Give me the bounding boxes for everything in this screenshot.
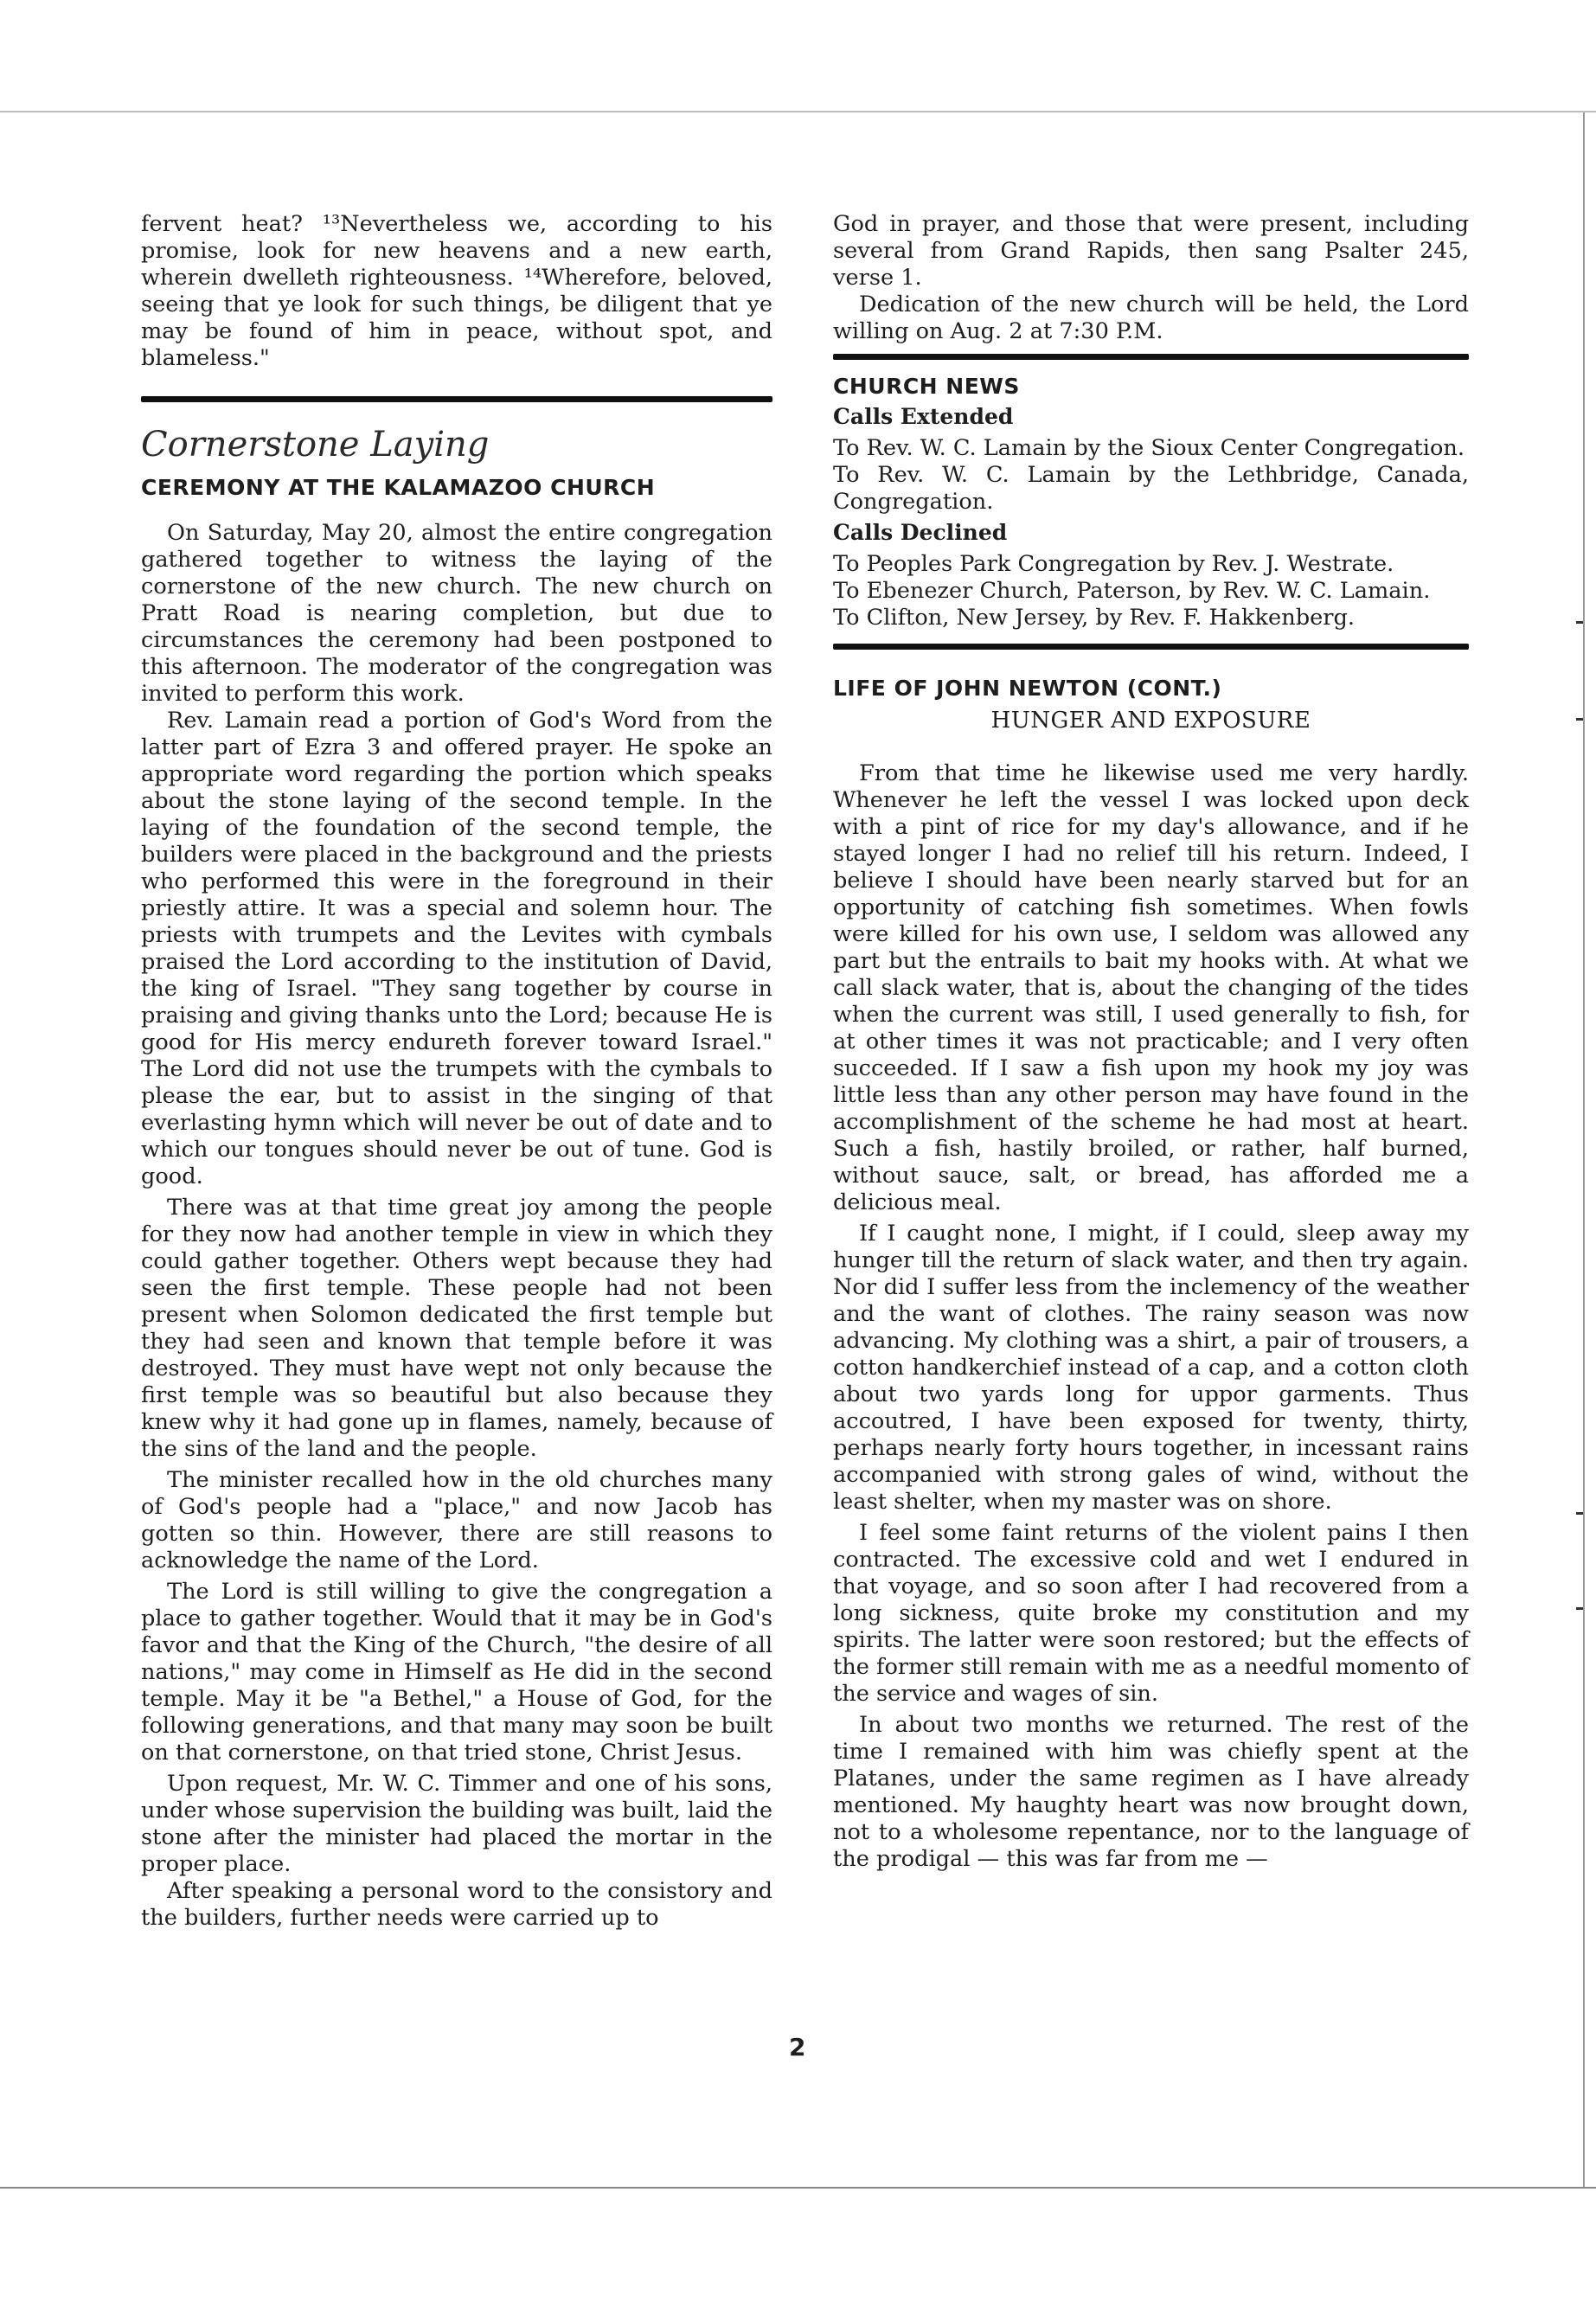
call-declined-item: To Peoples Park Congregation by Rev. J. Westrate. [833, 551, 1394, 577]
margin-mark [1576, 1512, 1583, 1515]
newton-paragraph: From that time he likewise used me very hardly. Whenever he left the vessel I was locked upon deck with a pint of rice for my day's allowance, and if he stayed longer I had no relief till his return. Indeed, I believe I should have been nearly starved but for an opportunity of catching fish sometimes. When fowls were killed for his own use, I seldom was allowed any part but the entrails to bait my hooks with. At what we call slack water, that is, about the changing of the tides when the current was still, I used generally to fish, for at other times it was not practicable; and I very often succeeded. If I saw a fish upon my hook my joy was little less than any other person may have found in the accomplishment of the scheme he had most at heart. Such a fish, hastily broiled, or rather, half burned, without sauce, salt, or bread, has afforded me a delicious meal. [833, 760, 1469, 1215]
article-paragraph: The minister recalled how in the old churches many of God's people had a "place," and now Jacob has gotten so thin. However, there are still reasons to acknowledge the name of the Lord. [141, 1467, 772, 1574]
call-declined-item: To Ebenezer Church, Paterson, by Rev. W. C. Lamain. [833, 578, 1431, 604]
article-paragraph: Upon request, Mr. W. C. Timmer and one of his sons, under whose supervision the building was built, laid the stone after the minister had placed the mortar in the proper place. [141, 1771, 772, 1877]
calls-extended-label: Calls Extended [833, 404, 1014, 429]
article-paragraph: After speaking a personal word to the consistory and the builders, further needs were carried up to [141, 1878, 772, 1931]
scan-edge-bottom [0, 2187, 1596, 2189]
article-paragraph: On Saturday, May 20, almost the entire congregation gathered together to witness the laying of the cornerstone of the new church. The new church on Pratt Road is nearing completion, but due to circumstances the ceremony had been postponed to this afternoon. The moderator of the congregation was invited to perform this work. [141, 520, 772, 707]
section-title: Cornerstone Laying [141, 425, 490, 465]
newton-paragraph: In about two months we returned. The rest of the time I remained with him was chiefly spent at the Platanes, under the same regimen as I have already mentioned. My haughty heart was now brought down, not to a wholesome repentance, nor to the language of the prodigal — this was far from me — [833, 1712, 1469, 1872]
church-news-headline: CHURCH NEWS [833, 374, 1020, 399]
newton-headline: LIFE OF JOHN NEWTON (CONT.) [833, 676, 1222, 701]
margin-mark [1576, 718, 1583, 721]
article-paragraph: There was at that time great joy among the people for they now had another temple in view in which they could gather together. Others wept because they had seen the first temple. These people had not been present when Solomon dedicated the first temple but they had seen and known that temple before it was destroyed. They must have wept not only because the first temple was so beautiful but also because they knew why it had gone up in flames, namely, because of the sins of the land and the people. [141, 1195, 772, 1462]
call-extended-item: To Rev. W. C. Lamain by the Sioux Center Congregation. [833, 435, 1465, 461]
scan-edge-top [0, 111, 1596, 112]
article-paragraph: The Lord is still willing to give the congregation a place to gather together. Would that it may be in God's favor and that the King of the Church, "the desire of all nations," may come in Himself as He did in the second temple. May it be "a Bethel," a House of God, for the following generations, and that many may soon be built on that cornerstone, on that tried stone, Christ Jesus. [141, 1579, 772, 1766]
newton-subheading: HUNGER AND EXPOSURE [990, 708, 1311, 734]
article-paragraph: Rev. Lamain read a portion of God's Word from the latter part of Ezra 3 and offered prayer. He spoke an appropriate word regarding the portion which speaks about the stone laying of the second temple. In the laying of the foundation of the second temple, the builders were placed in the background and the priests who performed this were in the foreground in their priestly attire. It was a special and solemn hour. The priests with trumpets and the Levites with cymbals praised the Lord according to the institution of David, the king of Israel. "They sang together by course in praising and giving thanks unto the Lord; because He is good for His mercy endureth forever toward Israel." The Lord did not use the trumpets with the cymbals to please the ear, but to assist in the singing of that everlasting hymn which will never be out of date and to which our tongues should never be out of tune. God is good. [141, 708, 772, 1189]
section-divider [833, 644, 1469, 650]
continued-paragraph: God in prayer, and those that were present, including several from Grand Rapids, then sang Psalter 245, verse 1. [833, 211, 1469, 291]
section-divider [833, 354, 1469, 360]
call-declined-item: To Clifton, New Jersey, by Rev. F. Hakkenberg. [833, 605, 1355, 631]
dedication-paragraph: Dedication of the new church will be held, the Lord willing on Aug. 2 at 7:30 P.M. [833, 292, 1469, 344]
page-number: 2 [789, 2033, 806, 2061]
newton-paragraph: I feel some faint returns of the violent pains I then contracted. The excessive cold and wet I endured in that voyage, and so soon after I had recovered from a long sickness, quite broke my constitution and my spirits. The latter were soon restored; but the effects of the former still remain with me as a needful momento of the service and wages of sin. [833, 1520, 1469, 1707]
call-extended-item: To Rev. W. C. Lamain by the Lethbridge, Canada, Congregation. [833, 462, 1469, 515]
article-headline: CEREMONY AT THE KALAMAZOO CHURCH [141, 475, 656, 500]
intro-paragraph: fervent heat? ¹³Nevertheless we, according to his promise, look for new heavens and a new earth, wherein dwelleth righteousness. ¹⁴Wherefore, beloved, seeing that ye look for such things, be diligent that ye may be found of him in peace, without spot, and blameless." [141, 211, 772, 371]
right-column [833, 211, 1469, 1873]
left-column [141, 211, 772, 1932]
scan-edge-right [1583, 112, 1585, 2187]
section-divider [141, 396, 772, 402]
margin-mark [1576, 1607, 1583, 1610]
margin-mark [1576, 621, 1583, 624]
newton-paragraph: If I caught none, I might, if I could, sleep away my hunger till the return of slack water, and then try again. Nor did I suffer less from the inclemency of the weather and the want of clothes. The rainy season was now advancing. My clothing was a shirt, a pair of trousers, a cotton handkerchief instead of a cap, and a cotton cloth about two yards long for uppor garments. Thus accoutred, I have been exposed for twenty, thirty, perhaps nearly forty hours together, in incessant rains accompanied with strong gales of wind, without the least shelter, when my master was on shore. [833, 1221, 1469, 1515]
calls-declined-label: Calls Declined [833, 520, 1008, 545]
